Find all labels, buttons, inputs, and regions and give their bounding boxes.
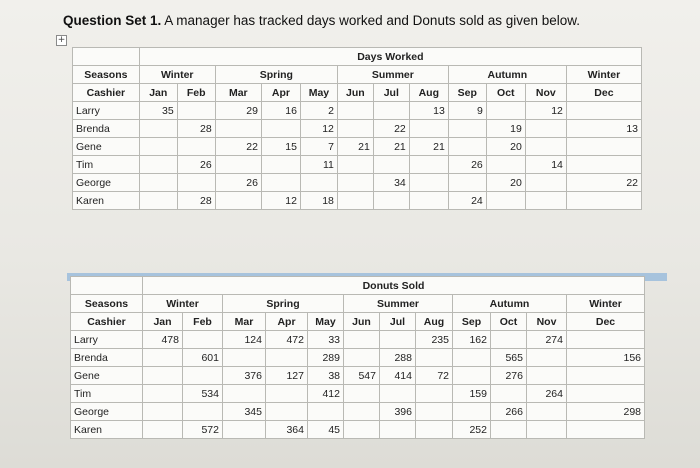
month-header: Feb xyxy=(177,84,215,102)
month-header: Feb xyxy=(183,313,223,331)
season-header: Spring xyxy=(215,66,337,84)
value-cell: 22 xyxy=(215,138,261,156)
value-cell: 547 xyxy=(344,367,380,385)
value-cell: 35 xyxy=(139,102,177,120)
season-header: Winter xyxy=(143,295,223,313)
value-cell: 19 xyxy=(486,120,525,138)
value-cell: 289 xyxy=(308,349,344,367)
value-cell: 28 xyxy=(177,192,215,210)
value-cell: 376 xyxy=(223,367,266,385)
month-header: Jan xyxy=(139,84,177,102)
value-cell xyxy=(373,156,409,174)
value-cell xyxy=(416,421,453,439)
cashier-name: Karen xyxy=(73,192,140,210)
value-cell xyxy=(491,421,527,439)
table-row xyxy=(73,138,642,156)
value-cell xyxy=(177,174,215,192)
value-cell xyxy=(380,385,416,403)
value-cell xyxy=(344,331,380,349)
value-cell: 7 xyxy=(300,138,337,156)
value-cell xyxy=(380,331,416,349)
value-cell xyxy=(308,403,344,421)
value-cell: 274 xyxy=(527,331,567,349)
value-cell xyxy=(567,331,645,349)
value-cell: 26 xyxy=(215,174,261,192)
value-cell: 9 xyxy=(448,102,486,120)
value-cell xyxy=(486,102,525,120)
value-cell xyxy=(416,385,453,403)
value-cell: 298 xyxy=(567,403,645,421)
table-row xyxy=(73,174,642,192)
value-cell: 22 xyxy=(373,120,409,138)
value-cell xyxy=(486,156,525,174)
value-cell xyxy=(177,138,215,156)
cashier-name: Tim xyxy=(71,385,143,403)
table-row xyxy=(71,421,645,439)
value-cell xyxy=(373,102,409,120)
value-cell xyxy=(567,367,645,385)
value-cell xyxy=(215,156,261,174)
value-cell: 72 xyxy=(416,367,453,385)
value-cell xyxy=(373,192,409,210)
value-cell: 12 xyxy=(261,192,300,210)
value-cell xyxy=(143,403,183,421)
value-cell: 345 xyxy=(223,403,266,421)
value-cell xyxy=(183,367,223,385)
table-row xyxy=(71,349,645,367)
value-cell: 252 xyxy=(453,421,491,439)
value-cell xyxy=(143,421,183,439)
cashier-name: Gene xyxy=(73,138,140,156)
table-row xyxy=(71,331,645,349)
table-row xyxy=(71,385,645,403)
title-row xyxy=(71,277,645,295)
table-row xyxy=(73,102,642,120)
value-cell xyxy=(525,138,566,156)
month-header: May xyxy=(300,84,337,102)
value-cell xyxy=(143,349,183,367)
blank-cell xyxy=(73,48,140,66)
value-cell xyxy=(223,385,266,403)
cashier-name: Brenda xyxy=(73,120,140,138)
value-cell: 38 xyxy=(308,367,344,385)
value-cell xyxy=(453,367,491,385)
value-cell xyxy=(139,192,177,210)
value-cell xyxy=(266,385,308,403)
value-cell: 264 xyxy=(527,385,567,403)
month-header: May xyxy=(308,313,344,331)
cashier-name: Tim xyxy=(73,156,140,174)
month-header: Nov xyxy=(527,313,567,331)
value-cell: 2 xyxy=(300,102,337,120)
value-cell xyxy=(337,174,373,192)
value-cell xyxy=(143,367,183,385)
days-worked-table xyxy=(72,47,642,210)
table-row xyxy=(73,192,642,210)
value-cell: 13 xyxy=(566,120,641,138)
value-cell xyxy=(261,174,300,192)
season-header: Autumn xyxy=(448,66,566,84)
expand-plus-icon[interactable]: + xyxy=(57,35,66,45)
value-cell xyxy=(344,385,380,403)
value-cell xyxy=(183,331,223,349)
seasons-row xyxy=(71,295,645,313)
month-header: Apr xyxy=(261,84,300,102)
value-cell xyxy=(409,156,448,174)
season-header: Spring xyxy=(223,295,344,313)
value-cell xyxy=(416,403,453,421)
value-cell xyxy=(566,192,641,210)
question-prefix: Question Set 1. xyxy=(63,13,162,28)
value-cell xyxy=(337,120,373,138)
value-cell xyxy=(566,138,641,156)
value-cell: 20 xyxy=(486,138,525,156)
value-cell: 24 xyxy=(448,192,486,210)
value-cell: 18 xyxy=(300,192,337,210)
table-title: Donuts Sold xyxy=(143,277,645,295)
month-header: Aug xyxy=(409,84,448,102)
value-cell: 33 xyxy=(308,331,344,349)
cashier-name: Larry xyxy=(73,102,140,120)
month-header: Jun xyxy=(344,313,380,331)
cashier-name: Karen xyxy=(71,421,143,439)
cashier-name: Gene xyxy=(71,367,143,385)
value-cell: 26 xyxy=(177,156,215,174)
value-cell: 45 xyxy=(308,421,344,439)
cashier-label: Cashier xyxy=(71,313,143,331)
value-cell: 276 xyxy=(491,367,527,385)
month-header: Aug xyxy=(416,313,453,331)
value-cell xyxy=(486,192,525,210)
title-row xyxy=(73,48,642,66)
value-cell xyxy=(409,174,448,192)
value-cell xyxy=(525,120,566,138)
season-header: Winter xyxy=(139,66,215,84)
value-cell: 288 xyxy=(380,349,416,367)
value-cell: 22 xyxy=(566,174,641,192)
donuts-sold-table xyxy=(70,276,645,439)
value-cell: 601 xyxy=(183,349,223,367)
value-cell xyxy=(344,349,380,367)
value-cell xyxy=(448,174,486,192)
month-header: Mar xyxy=(223,313,266,331)
month-header: Jun xyxy=(337,84,373,102)
value-cell: 29 xyxy=(215,102,261,120)
table-row xyxy=(73,156,642,174)
value-cell xyxy=(527,349,567,367)
value-cell: 396 xyxy=(380,403,416,421)
seasons-label: Seasons xyxy=(73,66,140,84)
value-cell xyxy=(261,156,300,174)
value-cell xyxy=(380,421,416,439)
value-cell: 13 xyxy=(409,102,448,120)
value-cell: 235 xyxy=(416,331,453,349)
value-cell xyxy=(215,192,261,210)
month-header: Oct xyxy=(486,84,525,102)
value-cell xyxy=(177,102,215,120)
value-cell: 16 xyxy=(261,102,300,120)
month-header: Jul xyxy=(373,84,409,102)
value-cell xyxy=(139,174,177,192)
value-cell xyxy=(448,138,486,156)
value-cell xyxy=(567,421,645,439)
value-cell: 28 xyxy=(177,120,215,138)
season-header: Summer xyxy=(337,66,448,84)
value-cell xyxy=(409,192,448,210)
value-cell xyxy=(215,120,261,138)
blank-cell xyxy=(71,277,143,295)
month-header: Oct xyxy=(491,313,527,331)
value-cell: 162 xyxy=(453,331,491,349)
seasons-label: Seasons xyxy=(71,295,143,313)
value-cell: 159 xyxy=(453,385,491,403)
value-cell xyxy=(527,403,567,421)
season-header: Summer xyxy=(344,295,453,313)
value-cell xyxy=(261,120,300,138)
value-cell xyxy=(527,367,567,385)
season-header: Winter xyxy=(567,295,645,313)
value-cell xyxy=(139,138,177,156)
value-cell xyxy=(337,156,373,174)
month-header: Sep xyxy=(448,84,486,102)
value-cell: 26 xyxy=(448,156,486,174)
value-cell: 20 xyxy=(486,174,525,192)
value-cell xyxy=(448,120,486,138)
value-cell xyxy=(139,120,177,138)
value-cell: 414 xyxy=(380,367,416,385)
table-title: Days Worked xyxy=(139,48,641,66)
value-cell xyxy=(567,385,645,403)
value-cell: 565 xyxy=(491,349,527,367)
value-cell xyxy=(223,421,266,439)
value-cell xyxy=(223,349,266,367)
month-header: Mar xyxy=(215,84,261,102)
value-cell: 12 xyxy=(300,120,337,138)
value-cell: 534 xyxy=(183,385,223,403)
cashier-name: George xyxy=(73,174,140,192)
value-cell: 11 xyxy=(300,156,337,174)
value-cell: 21 xyxy=(373,138,409,156)
value-cell: 15 xyxy=(261,138,300,156)
month-header: Apr xyxy=(266,313,308,331)
value-cell xyxy=(416,349,453,367)
month-row xyxy=(73,84,642,102)
value-cell xyxy=(266,349,308,367)
value-cell: 412 xyxy=(308,385,344,403)
value-cell: 124 xyxy=(223,331,266,349)
table-row xyxy=(71,367,645,385)
value-cell xyxy=(409,120,448,138)
value-cell xyxy=(491,331,527,349)
month-header: Dec xyxy=(567,313,645,331)
value-cell: 472 xyxy=(266,331,308,349)
value-cell xyxy=(525,192,566,210)
seasons-row xyxy=(73,66,642,84)
value-cell xyxy=(491,385,527,403)
month-header: Dec xyxy=(566,84,641,102)
value-cell xyxy=(337,102,373,120)
cashier-name: Larry xyxy=(71,331,143,349)
value-cell: 14 xyxy=(525,156,566,174)
value-cell: 34 xyxy=(373,174,409,192)
value-cell: 21 xyxy=(337,138,373,156)
question-text: A manager has tracked days worked and Donuts sold as given below. xyxy=(161,13,581,28)
cashier-name: Brenda xyxy=(71,349,143,367)
value-cell: 12 xyxy=(525,102,566,120)
month-header: Sep xyxy=(453,313,491,331)
table-row xyxy=(73,120,642,138)
value-cell: 572 xyxy=(183,421,223,439)
value-cell xyxy=(566,102,641,120)
value-cell xyxy=(527,421,567,439)
question-heading xyxy=(63,13,580,28)
value-cell: 21 xyxy=(409,138,448,156)
value-cell xyxy=(453,349,491,367)
value-cell: 127 xyxy=(266,367,308,385)
table-row xyxy=(71,403,645,421)
value-cell xyxy=(453,403,491,421)
cashier-label: Cashier xyxy=(73,84,140,102)
value-cell: 478 xyxy=(143,331,183,349)
value-cell: 266 xyxy=(491,403,527,421)
season-header: Winter xyxy=(566,66,641,84)
value-cell xyxy=(183,403,223,421)
value-cell xyxy=(300,174,337,192)
value-cell xyxy=(344,421,380,439)
value-cell xyxy=(143,385,183,403)
value-cell xyxy=(525,174,566,192)
value-cell xyxy=(566,156,641,174)
month-header: Nov xyxy=(525,84,566,102)
value-cell xyxy=(344,403,380,421)
season-header: Autumn xyxy=(453,295,567,313)
month-header: Jul xyxy=(380,313,416,331)
month-row xyxy=(71,313,645,331)
month-header: Jan xyxy=(143,313,183,331)
value-cell xyxy=(139,156,177,174)
value-cell: 364 xyxy=(266,421,308,439)
value-cell: 156 xyxy=(567,349,645,367)
value-cell xyxy=(266,403,308,421)
cashier-name: George xyxy=(71,403,143,421)
value-cell xyxy=(337,192,373,210)
